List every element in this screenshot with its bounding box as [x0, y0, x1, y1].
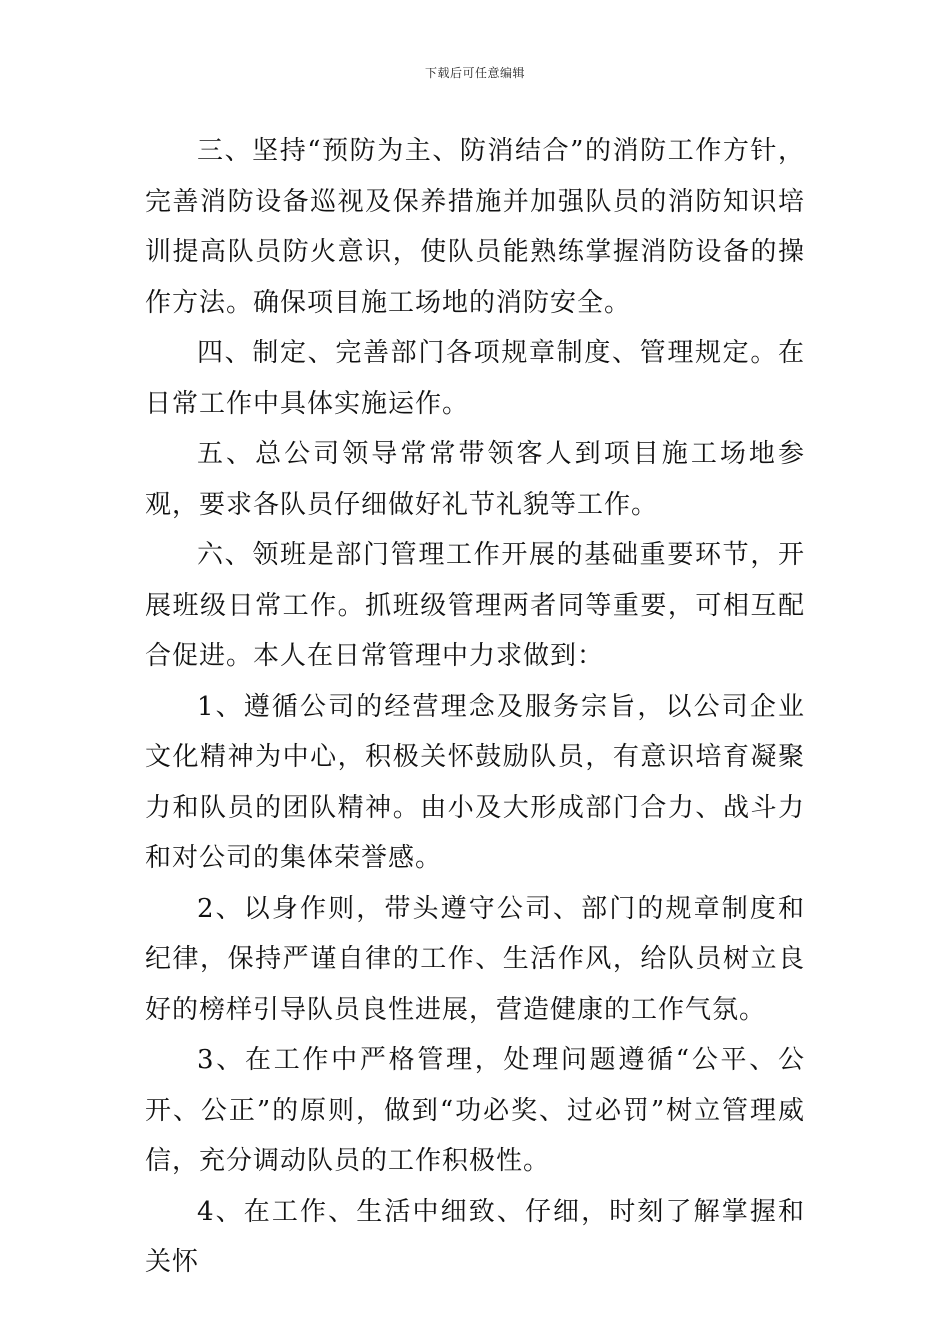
paragraph-item-3: 3、在工作中严格管理，处理问题遵循“公平、公开、公正”的原则，做到“功必奖、过必罚”树立管理威信，充分调动队员的工作积极性。	[145, 1045, 805, 1176]
paragraph-etiquette: 五、总公司领导常常带领客人到项目施工场地参观，要求各队员仔细做好礼节礼貌等工作。	[145, 439, 805, 520]
paragraph-regulations: 四、制定、完善部门各项规章制度、管理规定。在日常工作中具体实施运作。	[145, 338, 805, 419]
paragraph-team-leader: 六、领班是部门管理工作开展的基础重要环节，开展班级日常工作。抓班级管理两者同等重要，可相互配合促进。本人在日常管理中力求做到：	[145, 540, 805, 671]
page-header-note: 下载后可任意编辑	[424, 66, 525, 80]
paragraph-item-4: 4、在工作、生活中细致、仔细，时刻了解掌握和关怀	[145, 1196, 805, 1277]
paragraph-fire-safety: 三、坚持“预防为主、防消结合”的消防工作方针，完善消防设备巡视及保养措施并加强队员的消防知识培训提高队员防火意识，使队员能熟练掌握消防设备的操作方法。确保项目施工场地的消防安全。	[145, 136, 805, 318]
paragraph-item-2: 2、以身作则，带头遵守公司、部门的规章制度和纪律，保持严谨自律的工作、生活作风，给队员树立良好的榜样引导队员良性进展，营造健康的工作气氛。	[145, 893, 805, 1025]
paragraph-item-1: 1、遵循公司的经营理念及服务宗旨，以公司企业文化精神为中心，积极关怀鼓励队员，有意识培育凝聚力和队员的团队精神。由小及大形成部门合力、战斗力和对公司的集体荣誉感。	[145, 691, 805, 873]
document-body	[145, 126, 805, 1288]
